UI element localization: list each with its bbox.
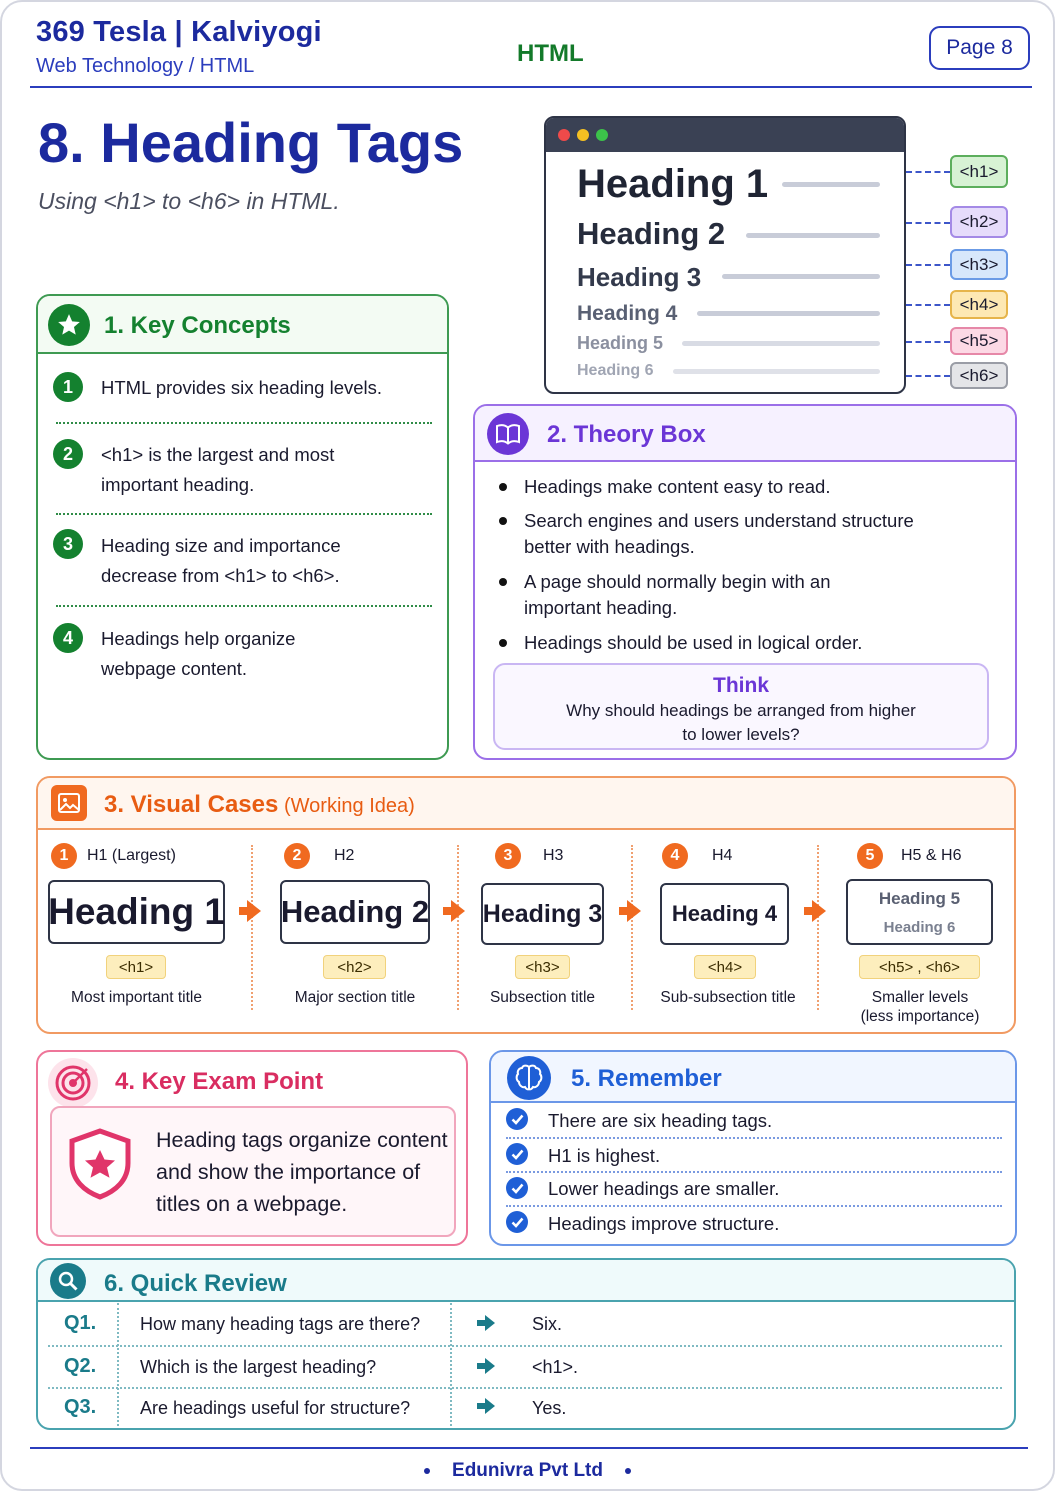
breadcrumb: Web Technology / HTML	[36, 55, 255, 77]
step-tag: <h1>	[106, 955, 166, 979]
step-heading-5: Heading 5	[878, 889, 961, 908]
think-question: to lower levels?	[682, 725, 800, 744]
step-caption: Smaller levels	[871, 989, 969, 1006]
demo-line-2	[746, 233, 880, 238]
bullet-icon	[499, 483, 507, 491]
key-concepts-card	[36, 294, 449, 760]
visual-cases-title: 3. Visual Cases	[104, 791, 279, 818]
review-column-divider	[450, 1303, 452, 1426]
review-question: Which is the largest heading?	[140, 1357, 377, 1377]
brain-icon	[507, 1056, 551, 1100]
remember-title: 5. Remember	[571, 1065, 722, 1092]
key-concepts-title: 1. Key Concepts	[104, 312, 291, 339]
demo-line-4	[697, 311, 880, 316]
review-answer: <h1>.	[532, 1357, 579, 1377]
step-label: H5 & H6	[901, 847, 962, 864]
step-caption: (less importance)	[860, 1008, 980, 1025]
step-heading-6: Heading 6	[883, 919, 956, 936]
check-icon	[506, 1108, 528, 1130]
quick-review-title: 6. Quick Review	[104, 1270, 287, 1297]
theory-bullet: Headings make content easy to read.	[524, 476, 831, 497]
arrow-icon	[477, 1363, 485, 1369]
step-tag: <h5> , <h6>	[859, 955, 980, 979]
exam-point-text: and show the importance of	[156, 1160, 421, 1184]
maximize-dot-icon	[596, 129, 608, 141]
arrow-icon	[247, 900, 261, 922]
theory-bullet: Headings should be used in logical order.	[524, 632, 863, 653]
concept-text: important heading.	[101, 474, 255, 495]
arrow-icon	[627, 900, 641, 922]
remember-item: Headings improve structure.	[548, 1213, 780, 1234]
connector-h2	[906, 222, 950, 224]
step-number: 2	[284, 843, 310, 869]
connector-h3	[906, 264, 950, 266]
visual-cases-subtitle: (Working Idea)	[284, 795, 415, 817]
step-label: H4	[712, 847, 733, 864]
step-separator	[631, 845, 633, 1010]
browser-titlebar	[546, 118, 904, 152]
arrow-icon	[485, 1358, 495, 1374]
step-separator	[457, 845, 459, 1010]
theory-bullet: better with headings.	[524, 536, 695, 557]
remember-header	[491, 1052, 1015, 1103]
think-title: Think	[713, 674, 769, 697]
review-question: How many heading tags are there?	[140, 1314, 421, 1334]
review-question-number: Q3.	[64, 1396, 97, 1418]
concept-text: Headings help organize	[101, 628, 296, 649]
demo-line-6	[673, 369, 880, 374]
arrow-icon	[812, 900, 826, 922]
step-caption: Most important title	[71, 989, 202, 1006]
step-label: H2	[334, 847, 355, 864]
step-separator	[251, 845, 253, 1010]
arrow-icon	[804, 907, 812, 915]
tag-h3: <h3>	[950, 249, 1008, 280]
theory-bullet: A page should normally begin with an	[524, 571, 831, 592]
step-heading-box: Heading 3	[481, 883, 604, 945]
remember-divider	[506, 1137, 1002, 1139]
step-label: H3	[543, 847, 564, 864]
arrow-icon	[485, 1398, 495, 1414]
step-heading-box: Heading 2	[280, 880, 430, 944]
concept-text: HTML provides six heading levels.	[101, 377, 383, 398]
step-label: H1 (Largest)	[87, 847, 176, 864]
connector-h1	[906, 171, 950, 173]
brand-title: 369 Tesla | Kalviyogi	[36, 16, 322, 48]
step-heading-box: Heading 1	[48, 880, 225, 944]
exam-point-title: 4. Key Exam Point	[115, 1068, 324, 1095]
check-icon	[506, 1143, 528, 1165]
concept-text: decrease from <h1> to <h6>.	[101, 565, 340, 586]
footer-company: Edunivra Pvt Ltd	[452, 1460, 603, 1481]
browser-demo-window	[544, 116, 906, 394]
minimize-dot-icon	[577, 129, 589, 141]
step-number: 4	[662, 843, 688, 869]
remember-item: There are six heading tags.	[548, 1110, 773, 1131]
arrow-icon	[485, 1315, 495, 1331]
exam-point-text: Heading tags organize content	[156, 1128, 448, 1152]
remember-item: H1 is highest.	[548, 1145, 661, 1166]
footer-dot-icon	[625, 1468, 631, 1474]
think-question: Why should headings be arranged from higher	[566, 701, 916, 720]
step-tag: <h3>	[515, 955, 570, 979]
review-question-number: Q2.	[64, 1355, 97, 1377]
connector-h4	[906, 304, 950, 306]
arrow-icon	[477, 1320, 485, 1326]
demo-heading-3: Heading 3	[577, 262, 702, 292]
concept-divider	[56, 422, 432, 424]
shield-star-icon	[66, 1128, 134, 1205]
concept-divider	[56, 513, 432, 515]
theory-bullet: important heading.	[524, 597, 678, 618]
remember-divider	[506, 1171, 1002, 1173]
review-row-divider	[48, 1345, 1002, 1347]
bullet-icon	[499, 578, 507, 586]
step-heading-box: Heading 4	[660, 883, 789, 945]
step-number: 3	[495, 843, 521, 869]
demo-line-1	[782, 182, 880, 187]
concept-number: 1	[53, 372, 83, 402]
remember-item: Lower headings are smaller.	[548, 1178, 780, 1199]
target-icon	[48, 1058, 98, 1108]
theory-bullet: Search engines and users understand structure	[524, 510, 914, 531]
demo-heading-4: Heading 4	[577, 302, 678, 325]
exam-point-body	[50, 1106, 456, 1237]
exam-point-card	[36, 1050, 468, 1246]
demo-heading-6: Heading 6	[577, 362, 654, 379]
connector-h5	[906, 341, 950, 343]
review-question: Are headings useful for structure?	[140, 1398, 411, 1418]
close-dot-icon	[558, 129, 570, 141]
arrow-icon	[477, 1403, 485, 1409]
tag-h4: <h4>	[950, 290, 1008, 319]
footer	[0, 1460, 1055, 1482]
search-icon	[50, 1263, 86, 1299]
concept-text: Heading size and importance	[101, 535, 341, 556]
demo-heading-2: Heading 2	[577, 216, 726, 251]
check-icon	[506, 1211, 528, 1233]
image-icon	[51, 785, 87, 821]
review-column-divider	[117, 1303, 119, 1426]
step-number: 5	[857, 843, 883, 869]
footer-dot-icon	[424, 1468, 430, 1474]
tag-h1: <h1>	[950, 155, 1008, 188]
arrow-icon	[443, 907, 451, 915]
demo-heading-5: Heading 5	[577, 333, 664, 353]
step-caption: Major section title	[294, 989, 416, 1006]
page-title: 8. Heading Tags	[38, 111, 464, 174]
demo-line-3	[722, 274, 880, 279]
step-heading-box	[846, 879, 993, 945]
step-caption: Subsection title	[489, 989, 596, 1006]
tag-h2: <h2>	[950, 206, 1008, 238]
concept-divider	[56, 605, 432, 607]
review-question-number: Q1.	[64, 1312, 97, 1334]
concept-text: <h1> is the largest and most	[101, 444, 335, 465]
page-number-badge: Page 8	[929, 26, 1030, 70]
theory-title: 2. Theory Box	[547, 421, 706, 448]
header-divider	[30, 86, 1032, 88]
footer-divider	[30, 1447, 1028, 1449]
concept-number: 4	[53, 623, 83, 653]
step-separator	[817, 845, 819, 1010]
subject-label: HTML	[517, 40, 584, 67]
review-answer: Six.	[532, 1314, 563, 1334]
arrow-icon	[619, 907, 627, 915]
bullet-icon	[499, 517, 507, 525]
step-caption: Sub-subsection title	[660, 989, 796, 1006]
check-icon	[506, 1177, 528, 1199]
tag-h5: <h5>	[950, 327, 1008, 355]
demo-line-5	[682, 341, 880, 346]
concept-number: 3	[53, 529, 83, 559]
demo-heading-1: Heading 1	[577, 162, 769, 206]
step-tag: <h2>	[323, 955, 386, 979]
remember-divider	[506, 1205, 1002, 1207]
theory-card	[473, 404, 1017, 760]
step-tag: <h4>	[694, 955, 756, 979]
page-subtitle: Using <h1> to <h6> in HTML.	[38, 188, 340, 214]
review-row-divider	[48, 1387, 1002, 1389]
concept-text: webpage content.	[101, 658, 248, 679]
think-box	[493, 663, 989, 750]
concept-number: 2	[53, 439, 83, 469]
book-icon	[487, 413, 529, 455]
tag-h6: <h6>	[950, 362, 1008, 389]
arrow-icon	[451, 900, 465, 922]
connector-h6	[906, 375, 950, 377]
exam-point-text: titles on a webpage.	[156, 1192, 348, 1216]
step-number: 1	[51, 843, 77, 869]
star-icon	[48, 304, 90, 346]
arrow-icon	[239, 907, 247, 915]
review-answer: Yes.	[532, 1398, 567, 1418]
bullet-icon	[499, 639, 507, 647]
